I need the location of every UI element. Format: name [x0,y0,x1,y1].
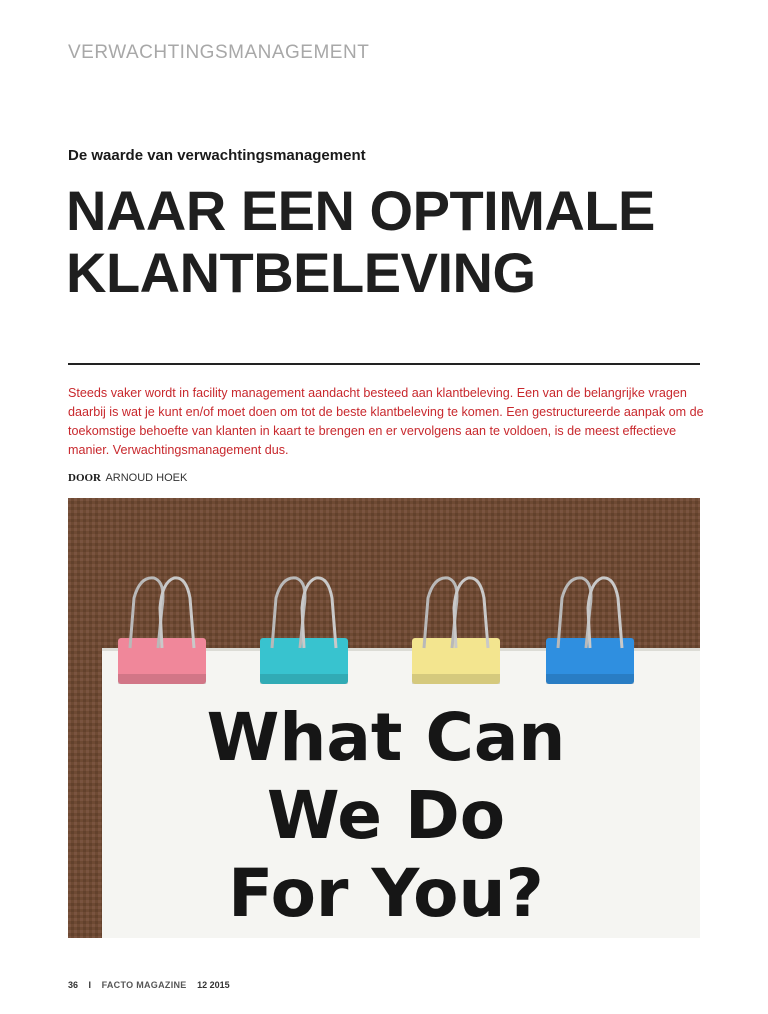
headline-line-2: KLANTBELEVING [66,241,536,304]
page-number: 36 [68,980,79,990]
magazine-name: FACTO MAGAZINE [101,980,187,990]
article-kicker: De waarde van verwachtingsmanagement [68,147,366,164]
article-headline [66,180,706,304]
byline [68,472,187,484]
byline-author: ARNOUD HOEK [105,472,188,484]
page-footer [68,980,238,990]
issue-number: 12 2015 [197,980,230,990]
article-intro: Steeds vaker wordt in facility management aandacht besteed aan klantbeleving. Een van de belangrijke vragen daarbij is wat je kunt en/of moet doen om tot de beste klantbeleving te komen. Een gestructureerde aanpak om de toekomstige behoefte van klanten in kaart te brengen en er vervolgens aan te voldoen, is de meest effectieve manier. Verwachtingsmanagement dus. [68,386,704,457]
photo-illustration [68,498,700,938]
headline-divider [68,363,700,365]
byline-prefix: DOOR [68,472,101,484]
note-line-2: We Do [266,777,506,854]
article-photo [68,498,700,938]
headline-line-1: NAAR EEN OPTIMALE [66,179,655,242]
note-line-3: For You? [228,855,544,932]
section-label: VERWACHTINGSMANAGEMENT [68,42,370,63]
note-line-1: What Can [206,699,566,776]
footer-separator: I [88,980,92,990]
